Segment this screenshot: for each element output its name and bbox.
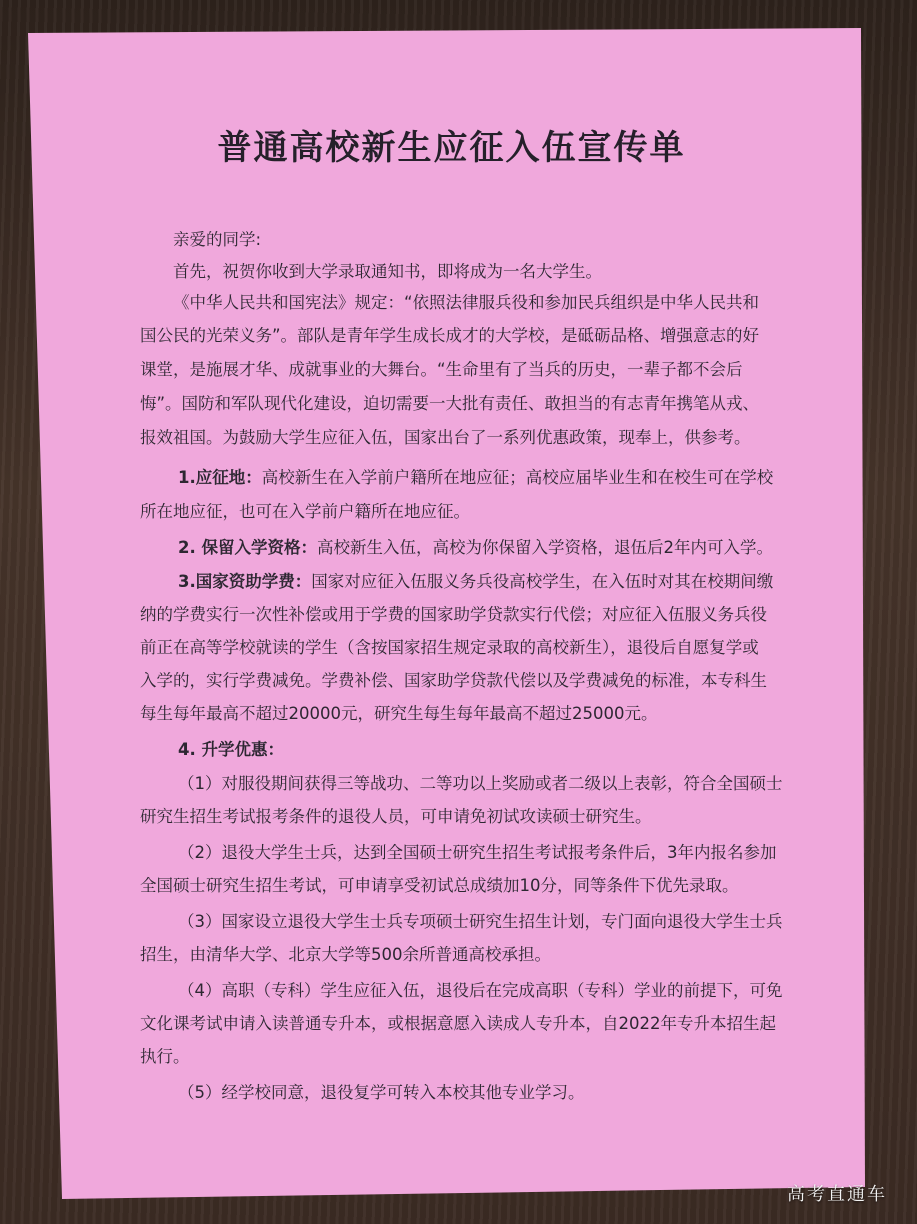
text-line: 前正在高等学校就读的学生（含按国家招生规定录取的高校新生），退役后自愿复学或 <box>140 638 759 657</box>
section-4-line <box>178 739 284 761</box>
section-heading: 2. 保留入学资格： <box>178 538 317 557</box>
text-line: 亲爱的同学: <box>173 230 262 249</box>
text-line: （2）退役大学生士兵，达到全国硕士研究生招生考试报考条件后，3年内报名参加 <box>178 843 777 862</box>
watermark: 高考直通车 <box>787 1184 887 1205</box>
text-line: 全国硕士研究生招生考试，可申请享受初试总成绩加10分，同等条件下优先录取。 <box>140 876 739 895</box>
text-line: （1）对服役期间获得三等战功、二等功以上奖励或者二级以上表彰，符合全国硕士 <box>178 774 783 793</box>
text-line: 国公民的光荣义务”。部队是青年学生成长成才的大学校，是砥砺品格、增强意志的好 <box>140 326 760 345</box>
section-heading: 4. 升学优惠： <box>178 740 284 759</box>
text-line: 所在地应征，也可在入学前户籍所在地应征。 <box>140 502 470 521</box>
section-1-line: 1.应征地：高校新生在入学前户籍所在地应征；高校应届毕业生和在校生可在学校 <box>178 468 774 487</box>
text-line: 研究生招生考试报考条件的退役人员，可申请免初试攻读硕士研究生。 <box>140 807 652 826</box>
text-line: 《中华人民共和国宪法》规定：“依照法律服兵役和参加民兵组织是中华人民共和 <box>173 293 760 312</box>
text-line: 文化课考试申请入读普通专升本，或根据意愿入读成人专升本，自2022年专升本招生起 <box>140 1014 776 1033</box>
text-line: （3）国家设立退役大学生士兵专项硕士研究生招生计划，专门面向退役大学生士兵 <box>178 912 783 931</box>
text-line: 首先，祝贺你收到大学录取通知书，即将成为一名大学生。 <box>173 262 602 281</box>
text-line: 课堂，是施展才华、成就事业的大舞台。“生命里有了当兵的历史，一辈子都不会后 <box>140 360 743 379</box>
section-2-line: 2. 保留入学资格：高校新生入伍，高校为你保留入学资格，退伍后2年内可入学。 <box>178 538 773 557</box>
text-line: 悔”。国防和军队现代化建设，迫切需要一大批有责任、敢担当的有志青年携笔从戎、 <box>140 394 760 413</box>
text-line: （5）经学校同意，退役复学可转入本校其他专业学习。 <box>178 1083 585 1102</box>
text-line: 每生每年最高不超过20000元，研究生每生每年最高不超过25000元。 <box>140 704 658 723</box>
section-3-line: 3.国家资助学费：国家对应征入伍服义务兵役高校学生，在入伍时对其在校期间缴 <box>178 572 774 591</box>
text-line: 入学的，实行学费减免。学费补偿、国家助学贷款代偿以及学费减免的标准，本专科生 <box>140 671 767 690</box>
text-line: 报效祖国。为鼓励大学生应征入伍，国家出台了一系列优惠政策，现奉上，供参考。 <box>140 428 751 447</box>
document-title: 普通高校新生应征入伍宣传单 <box>217 128 686 168</box>
section-heading: 3.国家资助学费： <box>178 572 312 591</box>
text-line: 纳的学费实行一次性补偿或用于学费的国家助学贷款实行代偿；对应征入伍服义务兵役 <box>140 605 767 624</box>
text-line: 招生，由清华大学、北京大学等500余所普通高校承担。 <box>140 945 551 964</box>
text-line: （4）高职（专科）学生应征入伍，退役后在完成高职（专科）学业的前提下，可免 <box>178 981 783 1000</box>
section-heading: 1.应征地： <box>178 468 262 487</box>
text-line: 执行。 <box>140 1047 190 1066</box>
